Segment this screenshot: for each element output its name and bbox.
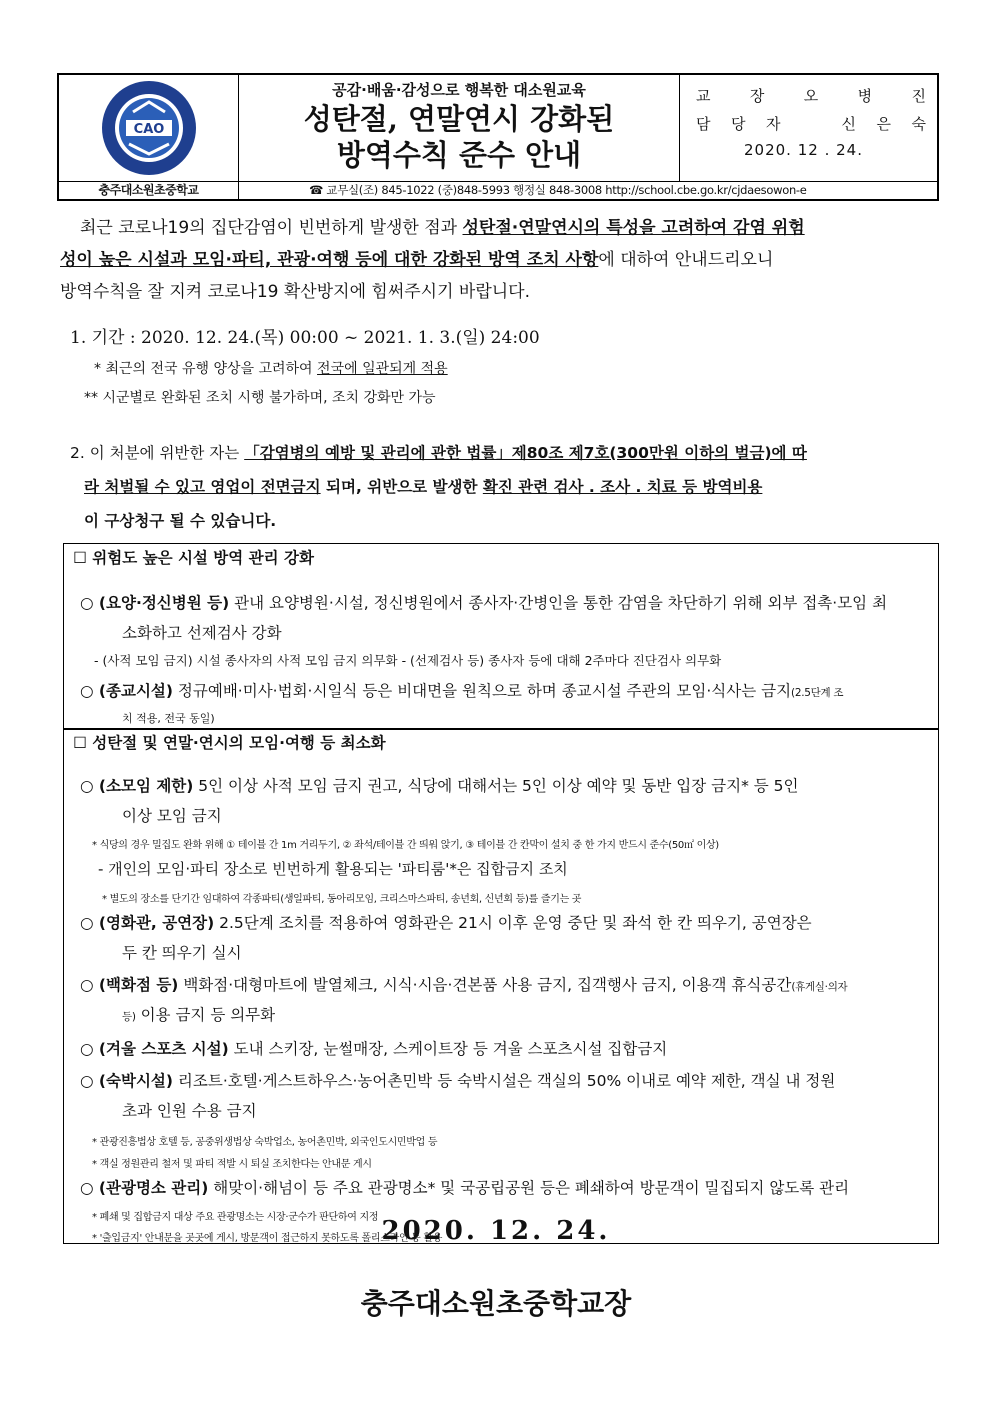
item-small: 등): [122, 1011, 136, 1023]
penalty-line3: 이 구상청구 될 수 있습니다.: [84, 512, 277, 530]
name-char: 은: [876, 115, 891, 133]
page-title-line2: 방역수칙 준수 안내: [336, 138, 582, 172]
box1-item-religion: [80, 676, 932, 708]
box2-item-lodging-cont: 초과 인원 수용 금지: [122, 1102, 257, 1120]
name-char: 병: [857, 87, 873, 105]
name-char: 신: [841, 115, 856, 133]
box2-title: ☐ 성탄절 및 연말·연시의 모임·여행 등 최소화: [73, 734, 386, 752]
footer-principal: 충주대소원초중학교장: [360, 1287, 632, 1320]
restaurant-note: * 식당의 경우 밀집도 완화 위해 ① 테이블 간 1m 거리두기, ② 좌석/테이블 간 띄워 앉기, ③ 테이블 간 칸막이 설치 중 한 가지 반드시 준수(50㎡ 이상): [92, 840, 719, 851]
footer-date: 2020. 12. 24.: [381, 1216, 611, 1246]
lodging-note2: * 객실 정원관리 철저 및 파티 적발 시 퇴실 조치한다는 안내문 게시: [92, 1159, 372, 1170]
school-logo: [59, 75, 239, 181]
penalty-emphasis: 라 처벌될 수 있고 영업이 전면금지: [84, 478, 321, 496]
item-head: ○ (겨울 스포츠 시설): [80, 1040, 229, 1058]
item-text: 정규예배·미사·법회·시일식 등은 비대면을 원칙으로 하며 종교시설 주관의 모임·식사는 금지: [172, 682, 792, 700]
intro-line2: [60, 244, 942, 276]
item-head: ○ (관광명소 관리): [80, 1179, 209, 1197]
partyroom-note: * 별도의 장소를 단기간 임대하여 각종파티(생일파티, 동아리모임, 크리스마스파티, 송년회, 신년회 등)를 즐기는 곳: [102, 894, 582, 905]
item-text: 이용 금지 등 의무화: [135, 1006, 276, 1024]
period-note1: [94, 358, 448, 378]
box2-item-lodging: [80, 1066, 932, 1096]
intro-text: 에 대하여 안내드리오니: [598, 250, 774, 270]
item-text: 관내 요양병원·시설, 정신병원에서 종사자·간병인을 통한 감염을 차단하기 위해 외부 접촉·모임 최: [229, 594, 888, 612]
box2-item-winter-sports: [80, 1034, 932, 1064]
signer-principal: [696, 85, 926, 106]
box1-item-hospital-cont: 소화하고 선제검사 강화: [122, 624, 282, 642]
note-text: * 최근의 전국 유행 양상을 고려하여: [94, 361, 318, 377]
item-head: ○ (종교시설): [80, 682, 173, 700]
penalty-line2: [84, 475, 762, 497]
penalty-text: 되며, 위반으로 발생한: [320, 478, 483, 496]
signer-manager: [696, 113, 926, 134]
box2-item-small-gathering-cont: 이상 모임 금지: [122, 807, 222, 825]
item-head: ○ (숙박시설): [80, 1072, 173, 1090]
slogan: 공감·배움·감성으로 행복한 대소원교육: [332, 81, 586, 99]
approval-box: [679, 75, 937, 181]
box1-item-religion-cont: 치 적용, 전국 동일): [122, 712, 215, 725]
box2-item-tourist-spot: [80, 1173, 936, 1203]
item-head: ○ (요양·정신병원 등): [80, 594, 230, 612]
role-char: 당: [731, 115, 746, 133]
intro-text: 최근 코로나19의 집단감염이 빈번하게 발생한 점과: [80, 218, 463, 238]
role-char: 담: [696, 115, 711, 133]
role-char: 장: [749, 87, 765, 105]
tourist-note1: * 폐쇄 및 집합금지 대상 주요 관광명소는 시장·군수가 판단하여 지정: [92, 1212, 379, 1223]
partyroom-line: - 개인의 모임·파티 장소로 빈번하게 활용되는 '파티룸'*은 집합금지 조치: [98, 860, 568, 878]
penalty-text: 2. 이 처분에 위반한 자는: [70, 444, 245, 462]
intro-paragraph: [60, 212, 942, 244]
intro-emphasis: 성탄절·연말연시의 특성을 고려하여 감염 위험: [462, 218, 805, 238]
item-small: (2.5단계 조: [791, 687, 844, 699]
lodging-note1: * 관광진흥법상 호텔 등, 공중위생법상 숙박업소, 농어촌민박, 외국인도시민박업 등: [92, 1137, 438, 1148]
box2-item-department: [80, 970, 932, 1002]
note-emphasis: 전국에 일관되게 적용: [317, 361, 448, 377]
school-emblem-icon: [99, 78, 199, 178]
box1-hospital-sub: - (사적 모임 금지) 시설 종사자의 사적 모임 금지 의무화 - (선제검사 등) 종사자 등에 대해 2주마다 진단검사 의무화: [94, 653, 722, 668]
logo-text: CAO: [133, 122, 164, 137]
period-note2: ** 시군별로 완화된 조치 시행 불가하며, 조치 강화만 가능: [84, 390, 436, 406]
box2-item-department-cont: [122, 1000, 275, 1032]
item-text: 도내 스키장, 눈썰매장, 스케이트장 등 겨울 스포츠시설 집합금지: [228, 1040, 668, 1058]
item-text: 2.5단계 조치를 적용하여 영화관은 21시 이후 운영 중단 및 좌석 한 칸 띄우기, 공연장은: [214, 914, 812, 932]
intro-emphasis: 성이 높은 시설과 모임·파티, 관광·여행 등에 대한 강화된 방역 조치 사항: [60, 250, 599, 270]
item-text: 5인 이상 사적 모임 금지 권고, 식당에 대해서는 5인 이상 예약 및 동반 입장 금지* 등 5인: [193, 777, 799, 795]
name-char: 숙: [911, 115, 926, 133]
role-char: 자: [766, 115, 781, 133]
header-date: 2020. 12 . 24.: [744, 141, 863, 159]
penalty-line1: [70, 441, 807, 463]
school-name: 충주대소원초중학교: [59, 181, 239, 199]
header-title-area: [239, 75, 679, 181]
box1-item-hospital: [80, 588, 932, 618]
page-title-line1: 성탄절, 연말연시 강화된: [303, 102, 615, 136]
item-text: 해맞이·해넘이 등 주요 관광명소* 및 국공립공원 등은 폐쇄하여 방문객이 밀집되지 않도록 관리: [208, 1179, 850, 1197]
tourist-note2: * '출입금지' 안내문을 곳곳에 게시, 방문객이 접근하지 못하도록 폴리스라인 등 활용: [92, 1233, 443, 1244]
item-head: ○ (영화관, 공연장): [80, 914, 215, 932]
period-line: 1. 기간 : 2020. 12. 24.(목) 00:00 ~ 2021. 1. 3.(일) 24:00: [70, 328, 540, 348]
item-head: ○ (백화점 등): [80, 976, 179, 994]
intro-text: 방역수칙을 잘 지켜 코로나19 확산방지에 힘써주시기 바랍니다.: [60, 282, 531, 302]
box2-item-theater-cont: 두 칸 띄우기 실시: [122, 944, 242, 962]
intro-line3: [60, 276, 942, 308]
item-text: 백화점·대형마트에 발열체크, 시식·시음·견본품 사용 금지, 집객행사 금지, 이용객 휴식공간: [178, 976, 792, 994]
box2-item-small-gathering: [80, 771, 932, 801]
box1-title: ☐ 위험도 높은 시설 방역 관리 강화: [73, 549, 314, 567]
role-char: 교: [696, 87, 711, 105]
item-text: 리조트·호텔·게스트하우스·농어촌민박 등 숙박시설은 객실의 50% 이내로 예약 제한, 객실 내 정원: [172, 1072, 836, 1090]
penalty-emphasis: 「감염병의 예방 및 관리에 관한 법률」제80조 제7호(300만원 이하의 벌금)에 따: [244, 444, 807, 462]
name-char: 오: [803, 87, 819, 105]
item-head: ○ (소모임 제한): [80, 777, 194, 795]
item-small: (휴게실·의자: [791, 981, 848, 993]
contact-info: ☎ 교무실(조) 845-1022 (중)848-5993 행정실 848-3008 http://school.cbe.go.kr/cjdaesowon-e: [239, 181, 937, 199]
name-char: 진: [911, 87, 926, 105]
box2-item-theater: [80, 908, 932, 938]
penalty-emphasis: 확진 관련 검사 . 조사 . 치료 등 방역비용: [482, 478, 763, 496]
